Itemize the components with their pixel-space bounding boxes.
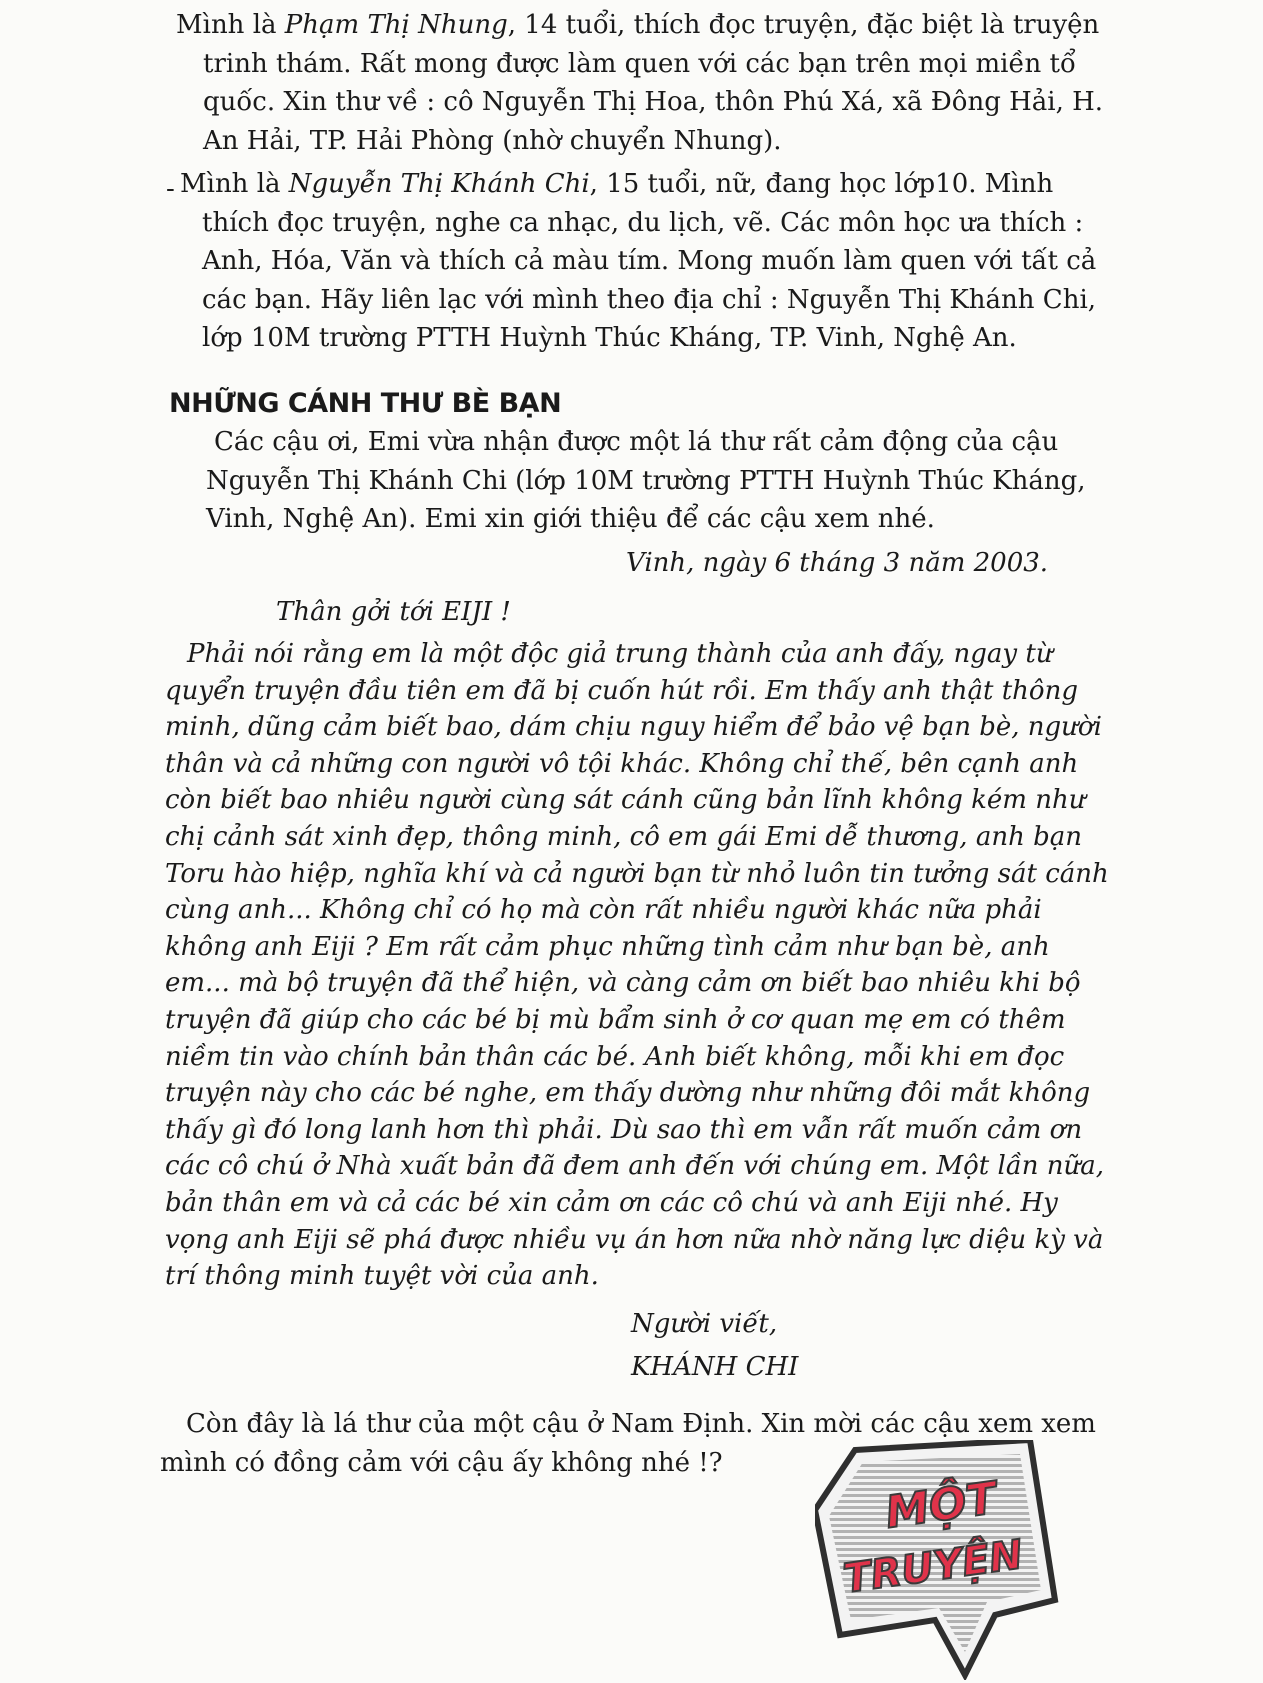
editor-intro-line: Nguyễn Thị Khánh Chi (lớp 10M trường PTTH Huỳnh Thúc Kháng, [206, 465, 1086, 496]
intro2-line2: thích đọc truyện, nghe ca nhạc, du lịch, vẽ. Các môn học ưa thích : [202, 207, 1084, 238]
letter-line: trí thông minh tuyệt vời của anh. [165, 1261, 599, 1292]
letter-line: Toru hào hiệp, nghĩa khí và cả người bạn từ nhỏ luôn tin tưởng sát cánh [165, 858, 1109, 889]
intro1-line1-pre: Mình là [176, 10, 285, 40]
intro1-line4: An Hải, TP. Hải Phòng (nhờ chuyển Nhung). [203, 125, 782, 156]
intro1-line1-post: , 14 tuổi, thích đọc truyện, đặc biệt là truyện [507, 10, 1100, 40]
letter-line: minh, dũng cảm biết bao, dám chịu nguy hiểm để bảo vệ bạn bè, người [165, 712, 1102, 743]
letter-line: bản thân em và cả các bé xin cảm ơn các cô chú và anh Eiji nhé. Hy [165, 1187, 1058, 1218]
letter-line: thấy gì đó long lanh hơn thì phải. Dù sao thì em vẫn rất muốn cảm ơn [165, 1114, 1083, 1145]
intro1-line2: trinh thám. Rất mong được làm quen với các bạn trên mọi miền tổ [203, 48, 1076, 79]
editor-intro [206, 423, 1086, 539]
intro1-name: Phạm Thị Nhung [284, 10, 508, 40]
section-heading: NHỮNG CÁNH THƯ BÈ BẠN [169, 388, 562, 419]
intro1-line3: quốc. Xin thư về : cô Nguyễn Thị Hoa, thôn Phú Xá, xã Đông Hải, H. [203, 87, 1104, 117]
intro2-line1-post: , 15 tuổi, nữ, đang học lớp10. Mình [589, 169, 1054, 199]
letter-line: quyển truyện đầu tiên em đã bị cuốn hút rồi. Em thấy anh thật thông [165, 675, 1078, 706]
letter-line: truyện đã giúp cho các bé bị mù bẩm sinh ở cơ quan mẹ em có thêm [165, 1004, 1066, 1035]
letter-line: cùng anh... Không chỉ có họ mà còn rất nhiều người khác nữa phải [165, 895, 1042, 926]
letter-signature: KHÁNH CHI [631, 1352, 799, 1382]
letter-line: thân và cả những con người vô tội khác. Không chỉ thế, bên cạnh anh [165, 748, 1079, 779]
watermark-text-bottom: TRUYỆN [840, 1531, 1026, 1603]
editor-intro-line: Vinh, Nghệ An). Emi xin giới thiệu để các cậu xem nhé. [206, 504, 935, 534]
letter-signoff: Người viết, [631, 1309, 778, 1339]
letter-line: các cô chú ở Nhà xuất bản đã đem anh đến với chúng em. Một lần nữa, [165, 1151, 1105, 1182]
letter-line: Phải nói rằng em là một độc giả trung thành của anh đấy, ngay từ [187, 639, 1053, 669]
watermark-text-top: MỘT [882, 1472, 1000, 1539]
letter-line: niềm tin vào chính bản thân các bé. Anh biết không, mỗi khi em đọc [165, 1041, 1065, 1072]
intro2-line1 [180, 165, 1054, 204]
list-dash: - [166, 174, 175, 204]
intro2-line1-pre: Mình là [180, 169, 289, 199]
editor-intro-line: Các cậu ơi, Emi vừa nhận được một lá thư rất cảm động của cậu [214, 427, 1059, 457]
letter-line: không anh Eiji ? Em rất cảm phục những tình cảm như bạn bè, anh [165, 931, 1050, 962]
intro-paragraph-1 [176, 6, 1104, 160]
closing-line: Còn đây là lá thư của một cậu ở Nam Định. Xin mời các cậu xem xem [186, 1409, 1096, 1439]
letter-greeting: Thân gởi tới EIJI ! [276, 597, 511, 627]
letter-body [165, 636, 1109, 1295]
letter-date: Vinh, ngày 6 tháng 3 năm 2003. [626, 548, 1049, 578]
letter-line: truyện này cho các bé nghe, em thấy dường như những đôi mắt không [165, 1078, 1091, 1109]
closing-line: mình có đồng cảm với cậu ấy không nhé !? [160, 1447, 723, 1478]
intro2-line3: Anh, Hóa, Văn và thích cả màu tím. Mong muốn làm quen với tất cả [202, 246, 1097, 276]
letter-line: em... mà bộ truyện đã thể hiện, và càng cảm ơn biết bao nhiêu khi bộ [165, 968, 1081, 999]
intro-paragraph-2 [180, 165, 1097, 358]
intro2-name: Nguyễn Thị Khánh Chi [288, 169, 590, 199]
intro2-line5: lớp 10M trường PTTH Huỳnh Thúc Kháng, TP. Vinh, Nghệ An. [202, 323, 1017, 353]
intro2-line4: các bạn. Hãy liên lạc với mình theo địa chỉ : Nguyễn Thị Khánh Chi, [202, 284, 1097, 315]
letter-line: còn biết bao nhiêu người cùng sát cánh cũng bản lĩnh không kém như [165, 785, 1086, 816]
letter-line: vọng anh Eiji sẽ phá được nhiều vụ án hơn nữa nhờ năng lực diệu kỳ và [165, 1224, 1104, 1255]
watermark-logo [815, 1440, 1060, 1680]
intro1-line1 [176, 6, 1100, 45]
letter-line: chị cảnh sát xinh đẹp, thông minh, cô em gái Emi dễ thương, anh bạn [165, 821, 1082, 852]
